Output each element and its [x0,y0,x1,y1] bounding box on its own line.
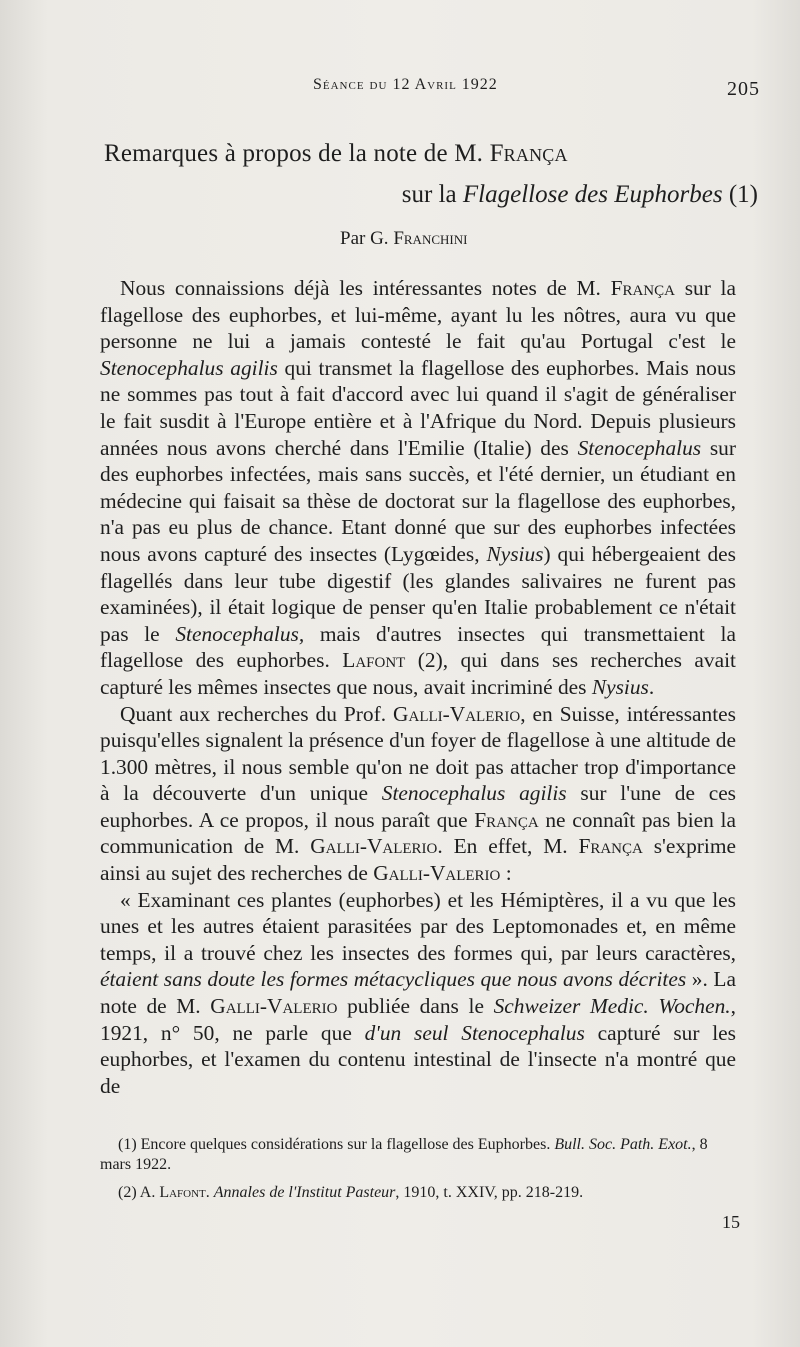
page-number: 205 [727,78,760,100]
running-title: Séance du 12 Avril 1922 [313,76,498,93]
footnote-1 [100,1135,740,1175]
species-name: Stenocephalus [577,435,702,460]
author-name: França [610,276,675,300]
author-name: Galli-Valerio [373,861,501,886]
text-run: ». La note de M. [100,967,736,1019]
text-run: . [648,674,655,699]
text-run: . [205,1184,214,1201]
species-name: Nysius [486,541,544,566]
text-run: publiée dans le [337,994,494,1019]
text-run: ) qui hébergeaient des flagellés dans leur tube digestif (les glandes salivaires ne furent pas examinées), il était logique de penser qu'en Italie probablement ce n'était pas le [100,541,736,646]
species-name: Stenocephalus agilis [100,355,278,380]
text-run: , 1921, n° 50, ne parle que [100,994,736,1045]
species-name: Nysius [591,674,649,699]
text-run: , 8 mars 1922. [100,1136,708,1173]
text-run: (1) Encore quelques considérations sur la flagellose des Euphorbes. [118,1136,555,1153]
byline-prefix: Par G. [340,228,394,249]
author-name: Galli-Valerio [310,834,438,859]
text-run: ne connaît pas bien la communication de M. [100,807,736,859]
title-italic-text: Flagellose des Euphorbes [462,181,723,208]
author-name: Galli-Valerio [393,701,521,726]
byline-author: Franchini [393,228,468,249]
text-run: . En effet, M. [437,834,579,859]
text-run: qui transmet la flagellose des euphorbes. Mais nous ne sommes pas tout à fait d'accord avec lui quand il s'agit de généraliser le fait susdit à l'Europe entière et à l'Afrique du Nord. Depuis plusieurs années nous avons cherché dans l'Emilie (Italie) des [100,355,736,460]
author-name: Lafont [342,648,406,673]
article-title-line-2 [402,181,758,209]
text-run: Quant aux recherches du Prof. [120,701,394,726]
journal-name: Bull. Soc. Path. Exot. [554,1136,692,1153]
byline [340,228,467,250]
italic-text: d'un seul Stenocephalus [364,1020,585,1045]
footnotes [100,1135,740,1211]
article-body [100,275,736,1099]
text-run: (2) A. [118,1184,160,1201]
title-text: sur la [401,181,463,208]
title-footnote-ref: (1) [722,181,758,208]
journal-name: Schweizer Medic. Wochen. [493,994,731,1019]
text-run: sur des euphorbes infectées, mais sans succès, et l'été dernier, un étudiant en médecine qui faisait sa thèse de doctorat sur la flagellose des euphorbes, n'a pas eu plus de chance. Etant donné que sur des euphorbes infectées nous avons capturé des insectes (Lygœides, [100,435,736,566]
text-run: « Examinant ces plantes (euphorbes) et les Hémiptères, il a vu que les unes et les autres étaient parasitées par des Leptomonades et, en même temps, il a trouvé chez les insectes des formes qui, par leurs caractères, [100,887,736,965]
title-author-name: França [489,140,568,167]
author-name: França [578,834,643,859]
footnote-2 [100,1183,740,1203]
text-run: , en Suisse, intéressantes puisqu'elles signalent la présence d'un foyer de flagellose à une altitude de 1.300 mètres, il nous semble qu'on ne doit pas attacher trop d'importance à la découverte d'un unique [100,701,736,806]
paragraph-1 [100,275,736,701]
text-run: : [500,861,512,886]
text-run: mais d'autres insectes qui transmettaient la flagellose des euphorbes. [100,621,736,673]
author-name: França [474,807,539,832]
title-text: Remarques à propos de la note de M. [104,140,490,167]
text-run: (2), qui dans ses recherches avait capturé les mêmes insectes que nous, avait incriminé des [100,648,736,699]
text-run: sur l'une de ces euphorbes. A ce propos, il nous paraît que [100,781,737,832]
quoted-italic-text: étaient sans doute les formes métacycliques que nous avons décrites [100,967,687,992]
species-name: Stenocephalus agilis [381,781,567,806]
author-name: Lafont [159,1184,206,1201]
text-run: capturé sur les euphorbes, et l'examen du contenu intestinal de l'insecte n'a montré que de [100,1020,736,1098]
text-run: sur la flagellose des euphorbes, et lui-même, ayant lu les nôtres, aura vu que personne ne lui a jamais contesté le fait qu'au Portugal c'est le [100,276,736,354]
text-run: s'exprime ainsi au sujet des recherches de [100,834,736,886]
paragraph-3 [100,887,736,1100]
text-run: Nous connaissions déjà les intéressantes notes de M. [120,276,611,300]
author-name: Galli-Valerio [210,994,338,1019]
article-title-line-1 [104,140,568,168]
text-run: , 1910, t. XXIV, pp. 218-219. [395,1184,584,1201]
journal-name: Annales de l'Institut Pasteur [213,1184,396,1201]
signature-mark: 15 [722,1212,740,1232]
paragraph-2 [100,701,736,887]
species-name: Stenocephalus, [175,621,305,646]
